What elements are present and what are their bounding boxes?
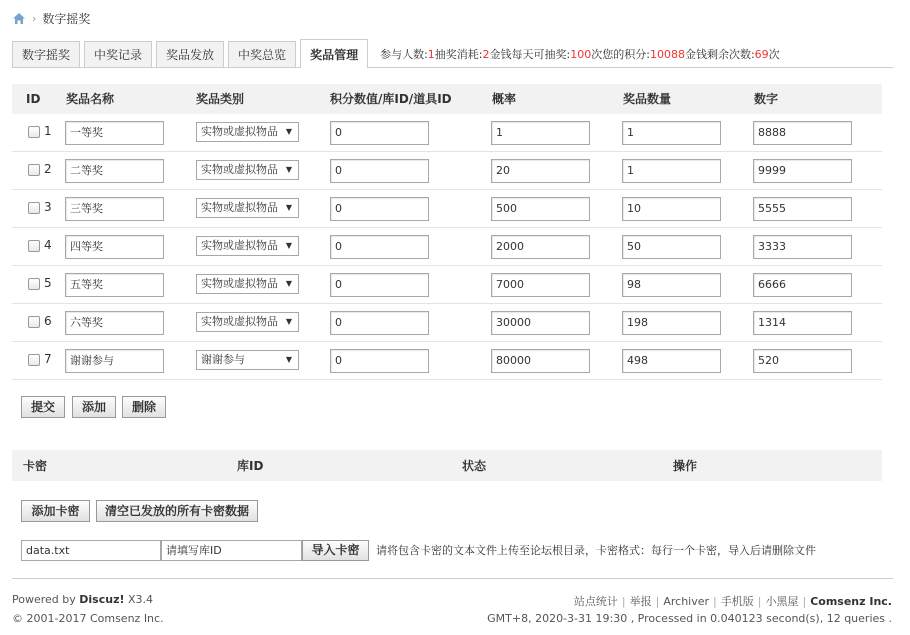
quantity-input[interactable]: 50 xyxy=(622,235,721,259)
prize-id: 3 xyxy=(44,200,52,214)
dropdown-arrow-icon: ▼ xyxy=(285,203,292,212)
prize-name-input[interactable]: 二等奖 xyxy=(65,159,164,183)
stat-label: 您的积分: xyxy=(602,48,650,61)
footer-link-report[interactable]: 举报 xyxy=(629,595,652,608)
separator: | xyxy=(802,595,807,608)
prize-type-value: 实物或虚拟物品 xyxy=(201,239,278,252)
stat-value: 69 xyxy=(754,47,769,61)
row-checkbox[interactable] xyxy=(28,278,40,290)
stat-unit: 次 xyxy=(768,48,780,61)
dropdown-arrow-icon: ▼ xyxy=(285,317,292,326)
col-quantity: 奖品数量 xyxy=(623,92,672,106)
number-input[interactable]: 8888 xyxy=(753,121,852,145)
breadcrumb-separator: › xyxy=(32,11,37,25)
prize-row xyxy=(12,152,882,190)
separator: | xyxy=(655,595,660,608)
copyright: © 2001-2017 Comsenz Inc. xyxy=(12,612,164,625)
points-input[interactable]: 0 xyxy=(330,197,429,221)
col-points: 积分数值/库ID/道具ID xyxy=(330,92,452,106)
probability-input[interactable]: 1 xyxy=(491,121,590,145)
prize-id: 7 xyxy=(44,352,52,366)
tab-win-records[interactable]: 中奖记录 xyxy=(84,41,152,67)
probability-input[interactable]: 80000 xyxy=(491,349,590,373)
dropdown-arrow-icon: ▼ xyxy=(285,127,292,136)
prize-name-input[interactable]: 六等奖 xyxy=(65,311,164,335)
col-status: 状态 xyxy=(462,459,487,473)
number-input[interactable]: 6666 xyxy=(753,273,852,297)
prize-type-select[interactable] xyxy=(196,236,299,256)
tab-bar xyxy=(12,40,893,68)
prize-row xyxy=(12,342,882,380)
stat-value: 10088 xyxy=(649,47,685,61)
col-probability: 概率 xyxy=(492,92,517,106)
prize-name-input[interactable]: 四等奖 xyxy=(65,235,164,259)
prize-type-value: 实物或虚拟物品 xyxy=(201,163,278,176)
prize-id: 1 xyxy=(44,124,52,138)
prize-type-value: 实物或虚拟物品 xyxy=(201,125,278,138)
probability-input[interactable]: 2000 xyxy=(491,235,590,259)
card-table-header xyxy=(12,450,882,481)
number-input[interactable]: 520 xyxy=(753,349,852,373)
tab-digit-lottery[interactable]: 数字摇奖 xyxy=(12,41,80,67)
prize-row xyxy=(12,266,882,304)
prize-type-select[interactable] xyxy=(196,350,299,370)
col-operation: 操作 xyxy=(673,459,698,473)
powered-prefix: Powered by xyxy=(12,593,80,606)
number-input[interactable]: 5555 xyxy=(753,197,852,221)
breadcrumb xyxy=(12,8,90,28)
prize-type-select[interactable] xyxy=(196,198,299,218)
prize-name-input[interactable]: 一等奖 xyxy=(65,121,164,145)
points-input[interactable]: 0 xyxy=(330,349,429,373)
import-cards-button[interactable]: 导入卡密 xyxy=(302,540,369,561)
probability-input[interactable]: 20 xyxy=(491,159,590,183)
quantity-input[interactable]: 498 xyxy=(622,349,721,373)
prize-type-select[interactable] xyxy=(196,160,299,180)
prize-type-value: 实物或虚拟物品 xyxy=(201,315,278,328)
footer-link-comsenz[interactable]: Comsenz Inc. xyxy=(810,595,892,608)
stat-label: 抽奖消耗: xyxy=(434,48,483,61)
probability-input[interactable]: 500 xyxy=(491,197,590,221)
quantity-input[interactable]: 1 xyxy=(622,121,721,145)
prize-type-select[interactable] xyxy=(196,312,299,332)
prize-id: 2 xyxy=(44,162,52,176)
add-button[interactable]: 添加 xyxy=(72,396,116,418)
probability-input[interactable]: 30000 xyxy=(491,311,590,335)
prize-name-input[interactable]: 五等奖 xyxy=(65,273,164,297)
prize-type-select[interactable] xyxy=(196,122,299,142)
prize-type-select[interactable] xyxy=(196,274,299,294)
stat-unit: 金钱 xyxy=(489,48,512,61)
quantity-input[interactable]: 98 xyxy=(622,273,721,297)
row-checkbox[interactable] xyxy=(28,164,40,176)
footer-link-archiver[interactable]: Archiver xyxy=(663,595,710,608)
stat-label: 每天可抽奖: xyxy=(511,48,571,61)
footer-divider xyxy=(12,578,893,579)
row-checkbox[interactable] xyxy=(28,240,40,252)
breadcrumb-current[interactable]: 数字摇奖 xyxy=(42,11,91,26)
prize-type-value: 实物或虚拟物品 xyxy=(201,201,278,214)
stat-label: 剩余次数: xyxy=(706,48,755,61)
separator: | xyxy=(713,595,717,608)
col-card: 卡密 xyxy=(23,459,48,473)
tab-prize-management[interactable]: 奖品管理 xyxy=(300,39,368,68)
lottery-stats xyxy=(380,41,780,67)
row-checkbox[interactable] xyxy=(28,316,40,328)
prize-type-value: 实物或虚拟物品 xyxy=(201,277,278,290)
stat-value: 100 xyxy=(570,47,592,61)
col-prize-name: 奖品名称 xyxy=(66,92,115,106)
quantity-input[interactable]: 1 xyxy=(622,159,721,183)
tab-win-overview[interactable]: 中奖总览 xyxy=(228,41,296,67)
prize-id: 4 xyxy=(44,238,52,252)
col-id: ID xyxy=(26,92,41,106)
points-input[interactable]: 0 xyxy=(330,273,429,297)
col-number: 数字 xyxy=(754,92,779,106)
prize-row xyxy=(12,114,882,152)
dropdown-arrow-icon: ▼ xyxy=(285,279,292,288)
delete-button[interactable]: 删除 xyxy=(122,396,166,418)
points-input[interactable]: 0 xyxy=(330,121,429,145)
tab-prize-distribution[interactable]: 奖品发放 xyxy=(156,41,224,67)
separator: | xyxy=(621,595,626,608)
col-lib-id: 库ID xyxy=(237,459,264,473)
stat-value: 1 xyxy=(427,47,435,61)
probability-input[interactable]: 7000 xyxy=(491,273,590,297)
submit-button[interactable]: 提交 xyxy=(21,396,65,418)
prize-type-value: 谢谢参与 xyxy=(201,353,245,366)
discuz-link[interactable]: Discuz! xyxy=(79,593,125,606)
stat-label: 参与人数: xyxy=(380,48,428,61)
prize-id: 5 xyxy=(44,276,52,290)
footer-link-mobile[interactable]: 手机版 xyxy=(720,595,754,608)
points-input[interactable]: 0 xyxy=(330,159,429,183)
card-file-input[interactable]: data.txt xyxy=(21,540,161,561)
points-input[interactable]: 0 xyxy=(330,311,429,335)
import-hint: 请将包含卡密的文本文件上传至论坛根目录，卡密格式：每行一个卡密，导入后请删除文件 xyxy=(376,544,816,557)
stat-unit: 次 xyxy=(591,48,603,61)
number-input[interactable]: 1314 xyxy=(753,311,852,335)
quantity-input[interactable]: 198 xyxy=(622,311,721,335)
processed-info: GMT+8, 2020-3-31 19:30 , Processed in 0.040123 second(s), 12 queries . xyxy=(487,612,892,625)
footer-link-stats[interactable]: 站点统计 xyxy=(573,595,618,608)
add-card-button[interactable]: 添加卡密 xyxy=(21,500,90,522)
prize-row xyxy=(12,304,882,342)
number-input[interactable]: 3333 xyxy=(753,235,852,259)
powered-version: X3.4 xyxy=(124,593,154,606)
points-input[interactable]: 0 xyxy=(330,235,429,259)
prize-row xyxy=(12,190,882,228)
stat-unit: 金钱 xyxy=(684,48,707,61)
row-checkbox[interactable] xyxy=(28,126,40,138)
prize-name-input[interactable]: 谢谢参与 xyxy=(65,349,164,373)
number-input[interactable]: 9999 xyxy=(753,159,852,183)
prize-row xyxy=(12,228,882,266)
quantity-input[interactable]: 10 xyxy=(622,197,721,221)
dropdown-arrow-icon: ▼ xyxy=(285,241,292,250)
prize-table-header xyxy=(12,84,882,114)
prize-id: 6 xyxy=(44,314,52,328)
dropdown-arrow-icon: ▼ xyxy=(285,165,292,174)
prize-name-input[interactable]: 三等奖 xyxy=(65,197,164,221)
powered-by xyxy=(12,593,153,606)
home-icon[interactable] xyxy=(12,12,26,25)
separator: | xyxy=(757,595,762,608)
footer-links xyxy=(574,593,892,609)
stat-value: 2 xyxy=(482,47,490,61)
col-prize-type: 奖品类别 xyxy=(196,92,245,106)
lib-id-input[interactable]: 请填写库ID xyxy=(161,540,302,561)
row-checkbox[interactable] xyxy=(28,354,40,366)
dropdown-arrow-icon: ▼ xyxy=(285,355,292,364)
clear-cards-button[interactable]: 清空已发放的所有卡密数据 xyxy=(96,500,258,522)
footer-link-blackroom[interactable]: 小黑屋 xyxy=(765,595,799,608)
row-checkbox[interactable] xyxy=(28,202,40,214)
